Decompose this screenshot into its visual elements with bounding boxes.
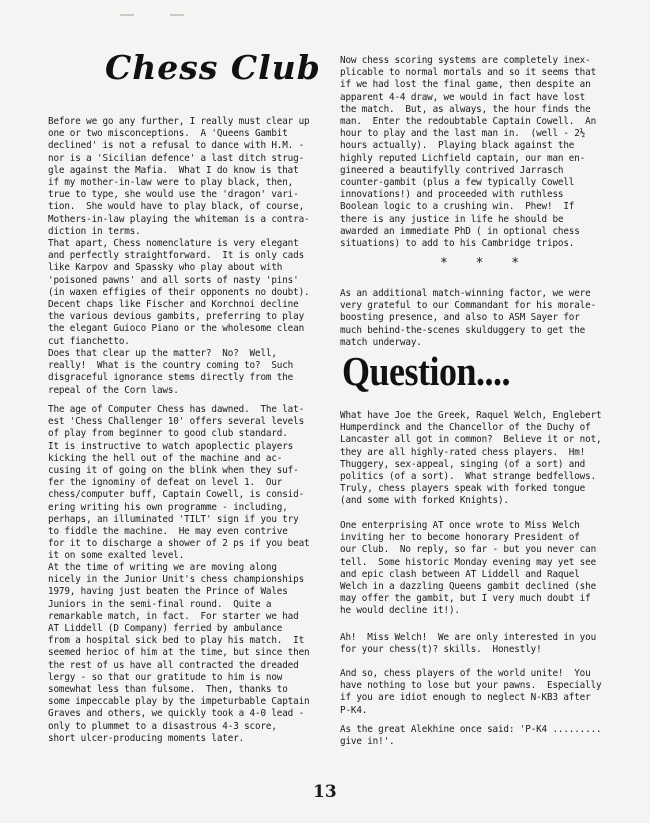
- paragraph-miss-welch: Ah! Miss Welch! We are only interested in you for your chess(t)? skills. Honestly!: [340, 632, 597, 656]
- paragraph-miss-welch-letter: One enterprising AT once wrote to Miss Welch inviting her to become honorary President of our Club. No reply, so far - but you never can tell. Some historic Monday evening may yet see and epic clash between AT Liddell and Raquel Welch in a dazzling Queens gambit declined (she may offer the gambit, but I very much doubt if he would decline it!).: [340, 520, 597, 617]
- paragraph-unite: And so, chess players of the world unite! You have nothing to lose but your pawns. Especially if you are idiot enough to neglect N-KB3 after P-K4.: [340, 668, 602, 716]
- paragraph-alekhine-quote: As the great Alekhine once said: 'P-K4 ......... give in!'.: [340, 724, 602, 748]
- paragraph-junior-championships: At the time of writing we are moving along nicely in the Junior Unit's chess championships 1979, having just beaten the Prince of Wales Juniors in the semi-final round. Quite a remarkable match, in fact. For starter we had AT Liddell (D Company) ferried by ambulance from a hospital sick bed to play his match. It seemed herioc of him at the time, but since then the rest of us have all contracted the dreaded lergy - so that our gratitude to him is now somewhat less than fulsome. Then, thanks to some impeccable play by the impeturbable Captain Graves and others, we quickly took a 4-0 lead - only to plummet to a disastrous 4-3 score, short ulcer-producing moments later.: [48, 562, 310, 744]
- section-separator-stars: * * *: [440, 256, 530, 271]
- paragraph-nomenclature: That apart, Chess nomenclature is very elegant and perfectly straightforward. It is only cads like Karpov and Spassky who play about with 'poisoned pawns' and all sorts of nasty 'pins' (in waxen effigies of their opponents no doubt). Decent chaps like Fischer and Korchnoi decline the various devious gambits, preferring to play the elegant Guioco Piano or the wholesome clean cut fianchetto.: [48, 238, 310, 347]
- paragraph-famous-players: What have Joe the Greek, Raquel Welch, Englebert Humperdinck and the Chancellor of the Duchy of Lancaster all got in common? Believe it or not, they are all highly-rated chess players. Hm! Thuggery, sex-appeal, singing (of a sort) and politics (of a sort). What strange bedfellows. Truly, chess players speak with forked tongue (and some with forked Knights).: [340, 410, 602, 507]
- print-smudge: [170, 14, 184, 16]
- paragraph-scoring-systems: Now chess scoring systems are completely inex- plicable to normal mortals and so it seems that if we had lost the final game, then despite an apparent 4-4 draw, we would in fact have lost the match. But, as always, the hour finds the man. Enter the redoubtable Captain Cowell. An hour to play and the last man in. (well - 2½ hours actually). Playing black against the highly reputed Lichfield captain, our man en- gineered a beautifylly contrived Jarrasch counter-gambit (plus a few typically Cowell innovations!) and proceeded with ruthless Boolean logic to a crushing win. Phew! If there is any justice in life he should be awarded an immediate PhD ( in optional chess situations) to add to his Cambridge tripos.: [340, 55, 597, 250]
- question-title: Question....: [342, 348, 511, 395]
- page-number: 13: [313, 782, 337, 802]
- chess-club-title: Chess Club: [105, 48, 321, 87]
- paragraph-misconceptions: Before we go any further, I really must clear up one or two misconceptions. A 'Queens Gambit declined' is not a refusal to dance with H.M. - nor is a 'Sicilian defence' a last ditch strug- gle against the Mafia. What I do know is that if my mother-in-law were to play black, then, true to type, she would use the 'dragon' vari- tion. She would have to play black, of course, Mothers-in-law playing the whiteman is a contra- diction in terms.: [48, 116, 310, 237]
- print-smudge: [120, 14, 134, 16]
- paragraph-computer-chess: The age of Computer Chess has dawned. The lat- est 'Chess Challenger 10' offers several levels of play from beginner to good club standard. It is instructive to watch apoplectic players kicking the hell out of the machine and ac- cusing it of going on the blink when they suf- fer the ignominy of defeat on level 1. Our chess/computer buff, Captain Cowell, is consid- ering writing his own programme - including, perhaps, an illuminated 'TILT' sign if you try to fiddle the machine. He may even contrive for it to discharge a shower of 2 ps if you beat it on some exalted level.: [48, 404, 310, 562]
- paragraph-corn-laws: Does that clear up the matter? No? Well, really! What is the country coming to? Such disgraceful ignorance stems directly from the repeal of the Corn laws.: [48, 348, 294, 396]
- paragraph-commandant: As an additional match-winning factor, we were very grateful to our Commandant for his morale- boosting presence, and also to ASM Sayer for much behind-the-scenes skulduggery to get the match underway.: [340, 288, 597, 348]
